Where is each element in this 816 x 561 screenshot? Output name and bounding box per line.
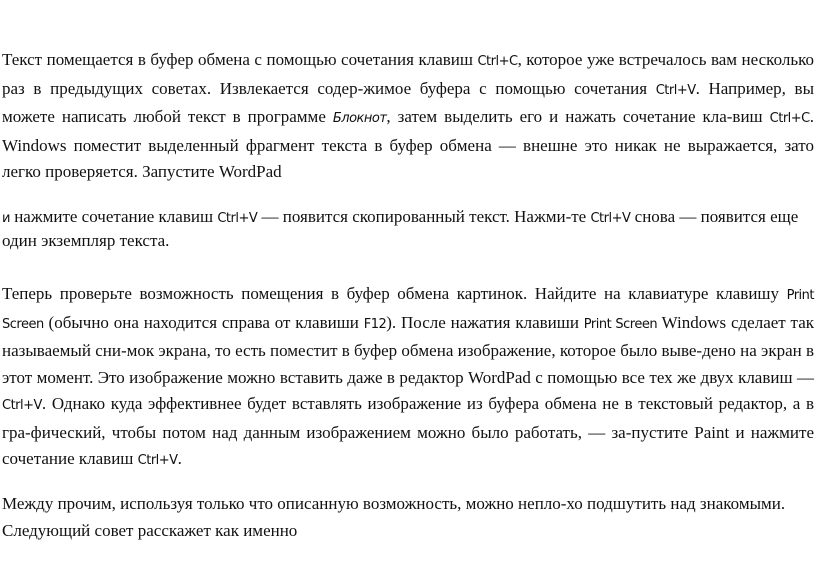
key-f12: F12 <box>363 316 387 332</box>
key-combo-ctrl-c: Ctrl+C <box>769 111 810 126</box>
text-run: . <box>177 449 182 468</box>
paragraph-closing <box>2 491 814 544</box>
key-combo-ctrl-v: Ctrl+V <box>217 211 258 226</box>
key-print-screen: Print Screen <box>2 288 814 332</box>
text-run: снова — появится еще один экземпляр текста. <box>2 207 799 250</box>
key-combo-ctrl-c: Ctrl+C <box>477 54 518 69</box>
text-run: Текст помещается в буфер обмена с помощью сочетания клавиш <box>2 50 478 69</box>
paragraph-paste-text <box>2 206 814 252</box>
key-combo-ctrl-v: Ctrl+V <box>590 211 631 226</box>
text-run: . Windows поместит выделенный фрагмент текста в буфер обмена — внешне это никак не выражается, зато легко проверяется. Запустите WordPad <box>2 107 814 181</box>
text-run: нажмите сочетание клавиш <box>9 207 218 226</box>
text-run: (обычно она находится справа от клавиши <box>43 312 364 332</box>
text-run: . Например, вы можете написать любой текст в программе <box>2 78 815 126</box>
program-name-notepad: Блокнот <box>332 111 387 126</box>
document-page <box>2 0 814 561</box>
text-run: — появится скопированный текст. Нажми-те <box>257 207 591 226</box>
key-combo-ctrl-v: Ctrl+V <box>655 82 696 98</box>
text-run: , которое уже встречалось вам несколько раз в предыдущих советах. Извлекается содер-жимое буфера с помощью сочетания <box>2 50 814 98</box>
key-combo-ctrl-v: Ctrl+V <box>137 453 178 468</box>
text-run: Теперь проверьте возможность помещения в буфер обмена картинок. Найдите на клавиатуре клавишу <box>2 284 787 303</box>
text-run: Windows сделает так называемый сни-мок экрана, то есть поместит в буфер обмена изображение, которое было выве-дено на экран в этот момент. Это изображение можно вставить даже в редактор WordPad с помощью все тех же двух клавиш — <box>2 312 815 387</box>
text-run: и <box>2 211 10 226</box>
text-run: Между прочим, используя только что описанную возможность, можно непло-хо подшутить над знакомыми. Следующий совет расскажет как именно <box>2 494 786 540</box>
paragraph-print-screen <box>2 281 814 475</box>
key-combo-ctrl-v: Ctrl+V <box>2 398 42 413</box>
text-run: ). После нажатия клавиши <box>386 312 584 332</box>
key-print-screen: Print Screen <box>583 316 658 332</box>
text-run: . Однако куда эффективнее будет вставлять изображение из буфера обмена не в текстовый редактор, а в гра-фический, чтобы потом над данным изображением можно было работать, — за-пустите Paint и нажмите сочетание клавиш <box>2 394 814 468</box>
text-run: , затем выделить его и нажать сочетание кла-виш <box>386 107 770 126</box>
paragraph-clipboard-intro <box>2 47 814 186</box>
